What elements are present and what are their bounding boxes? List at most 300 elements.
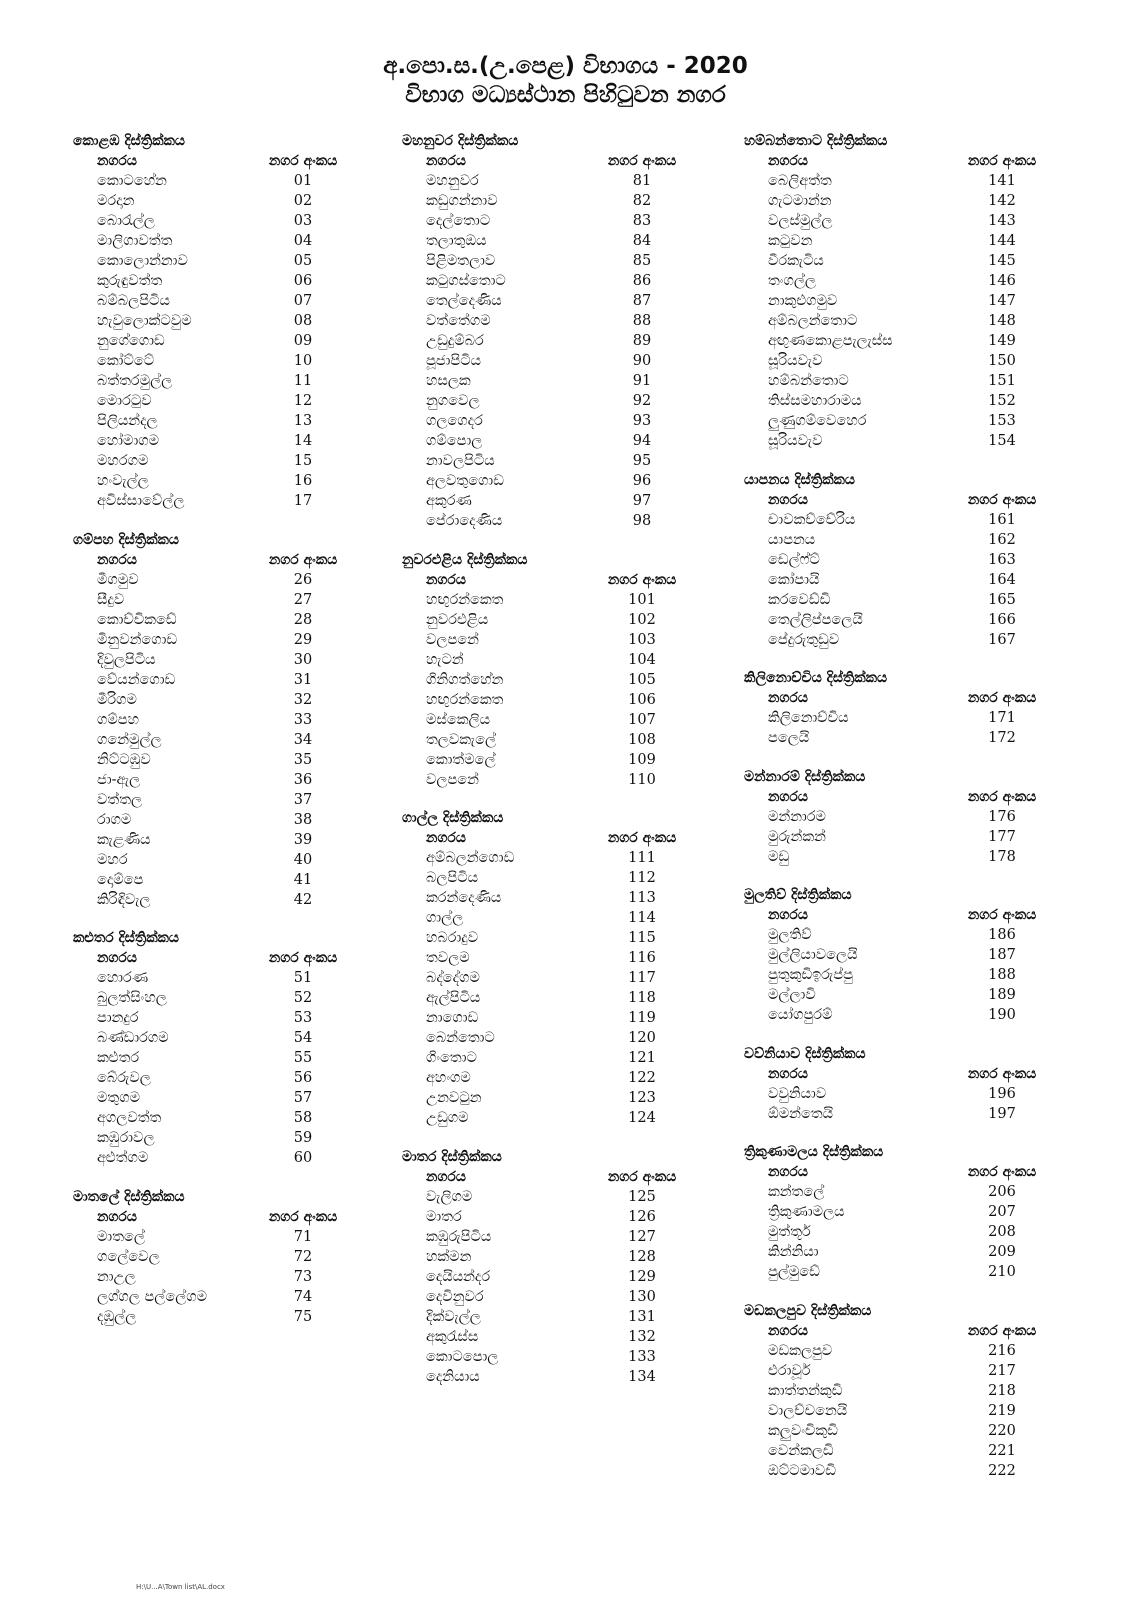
town-name: මිනුවන්ගොඩ [97, 631, 178, 648]
table-row [744, 945, 1054, 965]
town-name: ගනේමුල්ල [97, 731, 162, 748]
town-name: පූජාපිටිය [426, 353, 482, 369]
table-row [402, 171, 694, 191]
town-code: 83 [632, 213, 652, 229]
table-row [402, 1187, 694, 1207]
table-row [402, 191, 694, 211]
district-section [73, 530, 355, 910]
table-row [73, 231, 355, 251]
town-code: 86 [632, 273, 652, 289]
table-row [73, 1028, 355, 1048]
town-name: කළුතර [97, 1050, 140, 1066]
town-code: 209 [988, 1244, 1016, 1260]
town-code: 122 [628, 1070, 656, 1086]
town-code: 134 [628, 1368, 656, 1385]
town-code: 111 [628, 850, 656, 866]
table-header [744, 1321, 1054, 1341]
table-row [73, 391, 355, 411]
table-row [744, 985, 1054, 1005]
town-name: මුලතිව් [768, 927, 812, 943]
town-name: මුත්තූර් [768, 1224, 811, 1240]
town-code: 118 [628, 990, 656, 1006]
town-code: 189 [988, 987, 1016, 1003]
table-row [744, 1222, 1054, 1242]
table-row [402, 610, 694, 630]
town-name: පානදුර [97, 1010, 139, 1026]
town-name: අම්බලන්තොට [768, 313, 858, 329]
town-code: 35 [293, 751, 313, 768]
town-code: 106 [628, 691, 656, 708]
town-code: 216 [988, 1342, 1016, 1359]
town-code: 196 [988, 1085, 1016, 1102]
town-name: චාවකච්චේරිය [768, 511, 856, 528]
town-name: මරදාන [97, 193, 135, 209]
town-name: දොම්පෙ [97, 871, 144, 888]
table-row [744, 590, 1054, 610]
town-code: 97 [632, 493, 652, 509]
town-code: 161 [988, 511, 1016, 528]
code-column-header: නගර අංකය [607, 1168, 677, 1185]
town-code: 186 [988, 927, 1016, 943]
table-row [402, 1287, 694, 1307]
district-title: මහනුවර දිස්ත්‍රික්කය [402, 133, 519, 149]
table-row [744, 291, 1054, 311]
district-section [402, 808, 694, 1128]
town-code: 71 [293, 1228, 313, 1245]
town-name: නුගවෙල [426, 393, 480, 409]
page-title: අ.පො.ස.(උ.පෙළ) විභාගය - 2020 [383, 53, 748, 79]
town-code: 37 [293, 791, 313, 808]
town-code: 150 [988, 353, 1016, 369]
town-code: 05 [293, 253, 313, 269]
table-row [744, 1262, 1054, 1282]
town-code: 206 [988, 1184, 1016, 1200]
town-column-header: නගරය [768, 153, 808, 169]
town-code: 87 [632, 293, 652, 309]
town-name: සූරියවැව [768, 353, 823, 369]
table-row [744, 728, 1054, 748]
table-row [402, 988, 694, 1008]
table-row [402, 311, 694, 331]
town-name: කලුවංචිකුඩි [768, 1422, 838, 1439]
table-row [402, 231, 694, 251]
district-title: නුවරඑළිය දිස්ත්‍රික්කය [402, 551, 528, 568]
code-column-header: නගර අංකය [967, 1065, 1037, 1082]
town-code: 104 [628, 651, 656, 668]
town-name: වලපනේ [426, 771, 479, 788]
town-name: මඩු [768, 848, 790, 865]
town-code: 82 [632, 193, 652, 209]
town-name: කිලිනොච්චිය [768, 710, 849, 726]
town-name: යෝගපුරම් [768, 1007, 833, 1023]
table-row [73, 171, 355, 191]
town-code: 132 [628, 1328, 656, 1345]
town-column-header: නගරය [97, 950, 137, 966]
table-row [402, 710, 694, 730]
town-name: ඔට්ටමාවඩි [768, 1462, 836, 1479]
town-column-header: නගරය [97, 551, 137, 568]
district-section [744, 1044, 1054, 1124]
town-name: ඇල්පිටිය [426, 990, 481, 1006]
town-name: උඩුදුම්බර [426, 333, 484, 349]
table-row [402, 251, 694, 271]
town-name: කටුගස්තොට [426, 273, 506, 289]
table-row [73, 750, 355, 770]
town-code: 08 [293, 313, 313, 329]
table-row [744, 925, 1054, 945]
town-name: වලස්මුල්ල [768, 213, 833, 229]
town-code: 96 [632, 473, 652, 489]
town-name: හඟුරන්කෙත [426, 591, 504, 608]
table-row [744, 431, 1054, 451]
town-name: පුතුකුඩිඉරුප්පු [768, 967, 853, 983]
code-column-header: නගර අංකය [967, 907, 1037, 923]
table-row [402, 431, 694, 451]
table-row [73, 630, 355, 650]
town-name: කොත්මලේ [426, 751, 496, 768]
district-title: වව්නියාව දිස්ත්‍රික්කය [744, 1045, 866, 1062]
table-row [73, 1068, 355, 1088]
table-row [744, 371, 1054, 391]
town-name: කටුවන [768, 233, 813, 249]
town-name: දික්වැල්ල [426, 1308, 481, 1325]
town-column-header: නගරය [768, 690, 808, 706]
town-code: 95 [632, 453, 652, 469]
town-name: ගිනිගත්හේන [426, 671, 504, 688]
table-row [402, 1068, 694, 1088]
table-header [744, 905, 1054, 925]
town-name: මඩකලපුව [768, 1342, 833, 1359]
district-section [744, 885, 1054, 1025]
town-code: 74 [293, 1288, 313, 1305]
table-header [73, 1207, 355, 1227]
town-name: පිළිමතලාව [426, 253, 496, 269]
district-title: මන්නාරම් දිස්ත්‍රික්කය [744, 768, 866, 785]
table-row [744, 411, 1054, 431]
town-code: 07 [293, 293, 313, 309]
table-row [744, 171, 1054, 191]
town-name: මොරටුව [97, 393, 152, 409]
town-code: 42 [293, 891, 313, 908]
town-name: හඟුරන්කෙත [426, 691, 504, 708]
town-name: වලපනේ [426, 631, 479, 648]
town-name: මහර [97, 851, 128, 868]
code-column-header: නගර අංකය [967, 690, 1037, 706]
table-row [402, 391, 694, 411]
town-code: 98 [632, 513, 652, 529]
table-row [744, 311, 1054, 331]
town-name: ඕමන්තෙයි [768, 1105, 834, 1122]
table-row [402, 1327, 694, 1347]
town-name: කන්තලේ [768, 1184, 825, 1200]
town-name: බොරැල්ල [97, 213, 155, 229]
town-name: දෙනියාය [426, 1368, 480, 1385]
table-header [744, 151, 1054, 171]
town-code: 126 [628, 1208, 656, 1225]
table-row [744, 1242, 1054, 1262]
document-header [0, 52, 1131, 110]
table-row [402, 670, 694, 690]
town-code: 101 [628, 591, 656, 608]
town-code: 15 [293, 453, 313, 469]
town-name: හැවුලොක්ටවුම [97, 313, 192, 329]
district-section [744, 668, 1054, 748]
town-code: 163 [988, 551, 1016, 568]
town-code: 120 [628, 1030, 656, 1046]
table-header [402, 570, 694, 590]
town-name: බලපිටිය [426, 870, 479, 886]
town-code: 31 [293, 671, 313, 688]
table-row [402, 291, 694, 311]
table-row [744, 847, 1054, 867]
column-2 [402, 131, 694, 1405]
table-row [744, 1381, 1054, 1401]
table-row [73, 471, 355, 491]
town-code: 145 [988, 253, 1016, 269]
town-name: කඩුගන්නාව [426, 193, 498, 209]
table-row [744, 1361, 1054, 1381]
table-row [744, 630, 1054, 650]
town-name: කරන්දෙණිය [426, 890, 502, 906]
town-code: 55 [293, 1050, 313, 1066]
town-code: 131 [628, 1308, 656, 1325]
table-row [402, 1048, 694, 1068]
table-row [402, 371, 694, 391]
town-name: අලවතුගොඩ [426, 473, 504, 489]
table-row [402, 908, 694, 928]
town-code: 148 [988, 313, 1016, 329]
table-row [73, 710, 355, 730]
table-row [402, 331, 694, 351]
town-name: ගලේවෙල [97, 1248, 160, 1265]
town-name: ගිංතොට [426, 1050, 477, 1066]
table-header [744, 1064, 1054, 1084]
town-name: බණ්ඩාරගම [97, 1030, 169, 1046]
table-row [744, 211, 1054, 231]
town-name: ගැටමාන්න [768, 193, 832, 209]
town-name: මීරිගම [97, 691, 137, 708]
table-header [744, 688, 1054, 708]
town-code: 13 [293, 413, 313, 429]
district-section [73, 1187, 355, 1327]
town-code: 57 [293, 1090, 313, 1106]
town-code: 113 [628, 890, 656, 906]
table-header [744, 787, 1054, 807]
table-row [73, 1247, 355, 1267]
code-column-header: නගර අංකය [268, 1208, 338, 1225]
town-name: කඹුරුපිටිය [426, 1228, 492, 1245]
town-name: මුරුන්කන් [768, 828, 826, 845]
table-row [402, 271, 694, 291]
town-name: අහංගම [426, 1070, 471, 1086]
table-row [402, 1207, 694, 1227]
district-title: ගාල්ල දිස්ත්‍රික්කය [402, 810, 504, 826]
town-name: හම්බන්තොට [768, 373, 849, 389]
town-code: 10 [293, 353, 313, 369]
town-code: 102 [628, 611, 656, 628]
district-section [402, 131, 694, 531]
table-row [402, 1347, 694, 1367]
town-code: 112 [628, 870, 656, 886]
code-column-header: නගර අංකය [607, 571, 677, 588]
code-column-header: නගර අංකය [268, 950, 338, 966]
town-name: කොලොන්නාව [97, 253, 188, 269]
town-name: බත්තරමුල්ල [97, 373, 173, 389]
town-name: එරාවූර් [768, 1362, 811, 1379]
table-row [744, 351, 1054, 371]
town-code: 177 [988, 828, 1016, 845]
town-name: පුල්මුඩේ [768, 1264, 820, 1280]
table-row [744, 1005, 1054, 1025]
town-column-header: නගරය [97, 1208, 137, 1225]
town-code: 116 [628, 950, 656, 966]
district-section [402, 550, 694, 790]
town-name: සූරියවැව [768, 433, 823, 449]
table-row [73, 1267, 355, 1287]
town-code: 144 [988, 233, 1016, 249]
table-row [744, 271, 1054, 291]
town-code: 110 [628, 771, 656, 788]
town-code: 141 [988, 173, 1016, 189]
code-column-header: නගර අංකය [607, 153, 677, 169]
town-code: 14 [293, 433, 313, 449]
town-column-header: නගරය [768, 788, 808, 805]
table-row [402, 690, 694, 710]
town-name: මල්ලාවි [768, 987, 816, 1003]
table-row [744, 530, 1054, 550]
town-code: 143 [988, 213, 1016, 229]
town-code: 17 [293, 493, 313, 509]
district-title: මඩකලපුව දිස්ත්‍රික්කය [744, 1302, 872, 1319]
table-row [402, 888, 694, 908]
table-row [744, 1401, 1054, 1421]
town-name: හොරණ [97, 970, 149, 986]
table-row [402, 1008, 694, 1028]
table-row [73, 211, 355, 231]
town-code: 36 [293, 771, 313, 788]
table-row [73, 291, 355, 311]
town-code: 109 [628, 751, 656, 768]
town-name: උඩුගම [426, 1110, 469, 1126]
town-code: 59 [293, 1130, 313, 1146]
town-name: බම්බලපිටිය [97, 293, 170, 309]
table-row [73, 968, 355, 988]
town-name: කඹුරාවල [97, 1130, 155, 1146]
code-column-header: නගර අංකය [268, 551, 338, 568]
town-name: දිවුලපිටිය [97, 651, 156, 668]
town-code: 133 [628, 1348, 656, 1365]
table-row [73, 690, 355, 710]
table-row [744, 610, 1054, 630]
town-code: 127 [628, 1228, 656, 1245]
town-name: හක්මන [426, 1248, 472, 1265]
town-name: අගලවත්ත [97, 1110, 162, 1126]
table-row [402, 451, 694, 471]
district-section [744, 470, 1054, 650]
town-code: 52 [293, 990, 313, 1006]
town-code: 89 [632, 333, 652, 349]
town-name: මතුගම [97, 1090, 140, 1106]
table-header [744, 490, 1054, 510]
table-header [73, 550, 355, 570]
town-name: බේරුවල [97, 1070, 151, 1086]
town-name: මාලිගාවත්ත [97, 233, 173, 249]
table-row [73, 1128, 355, 1148]
table-row [744, 550, 1054, 570]
table-row [73, 870, 355, 890]
town-name: වාලච්චනෙයි [768, 1402, 848, 1419]
table-row [744, 1441, 1054, 1461]
town-code: 190 [988, 1007, 1016, 1023]
table-row [73, 1048, 355, 1068]
table-row [744, 191, 1054, 211]
town-code: 93 [632, 413, 652, 429]
town-code: 115 [628, 930, 656, 946]
code-column-header: නගර අංකය [967, 1164, 1037, 1180]
district-section [744, 767, 1054, 867]
town-name: මුල්ලියාවලෙයි [768, 947, 858, 963]
table-row [73, 331, 355, 351]
town-code: 167 [988, 631, 1016, 648]
table-row [73, 590, 355, 610]
table-header [744, 1162, 1054, 1182]
table-row [744, 708, 1054, 728]
town-code: 220 [988, 1422, 1016, 1439]
table-header [402, 828, 694, 848]
page-subtitle: විභාග මධ්‍යස්ථාන පිහිටුවන නගර [405, 82, 726, 108]
table-row [73, 1227, 355, 1247]
table-row [744, 1202, 1054, 1222]
town-column-header: නගරය [426, 830, 466, 846]
table-row [402, 211, 694, 231]
town-code: 39 [293, 831, 313, 848]
town-name: කොච්චිකඩේ [97, 611, 177, 628]
town-code: 09 [293, 333, 313, 349]
table-row [402, 1088, 694, 1108]
table-row [402, 511, 694, 531]
table-header [402, 1167, 694, 1187]
town-code: 119 [628, 1010, 656, 1026]
town-code: 166 [988, 611, 1016, 628]
town-name: වවුනියාව [768, 1085, 827, 1102]
town-code: 04 [293, 233, 313, 249]
town-code: 165 [988, 591, 1016, 608]
table-row [402, 948, 694, 968]
district-section [744, 1301, 1054, 1481]
town-code: 105 [628, 671, 656, 688]
district-title: මාතලේ දිස්ත්‍රික්කය [73, 1188, 185, 1205]
town-code: 103 [628, 631, 656, 648]
town-code: 187 [988, 947, 1016, 963]
town-name: නාකුළුගමුව [768, 293, 838, 309]
town-code: 121 [628, 1050, 656, 1066]
table-row [744, 251, 1054, 271]
town-code: 41 [293, 871, 313, 888]
town-code: 73 [293, 1268, 313, 1285]
town-code: 88 [632, 313, 652, 329]
table-row [744, 510, 1054, 530]
town-code: 29 [293, 631, 313, 648]
town-name: නාඋල [97, 1268, 136, 1285]
table-row [402, 1367, 694, 1387]
district-title: ත්‍රිකුණාමලය දිස්ත්‍රික්කය [744, 1144, 884, 1160]
table-row [73, 610, 355, 630]
table-row [73, 1108, 355, 1128]
town-name: මන්නාරම [768, 808, 826, 825]
code-column-header: නගර අංකය [967, 788, 1037, 805]
town-name: තෙල්දෙණිය [426, 293, 502, 309]
table-row [402, 928, 694, 948]
